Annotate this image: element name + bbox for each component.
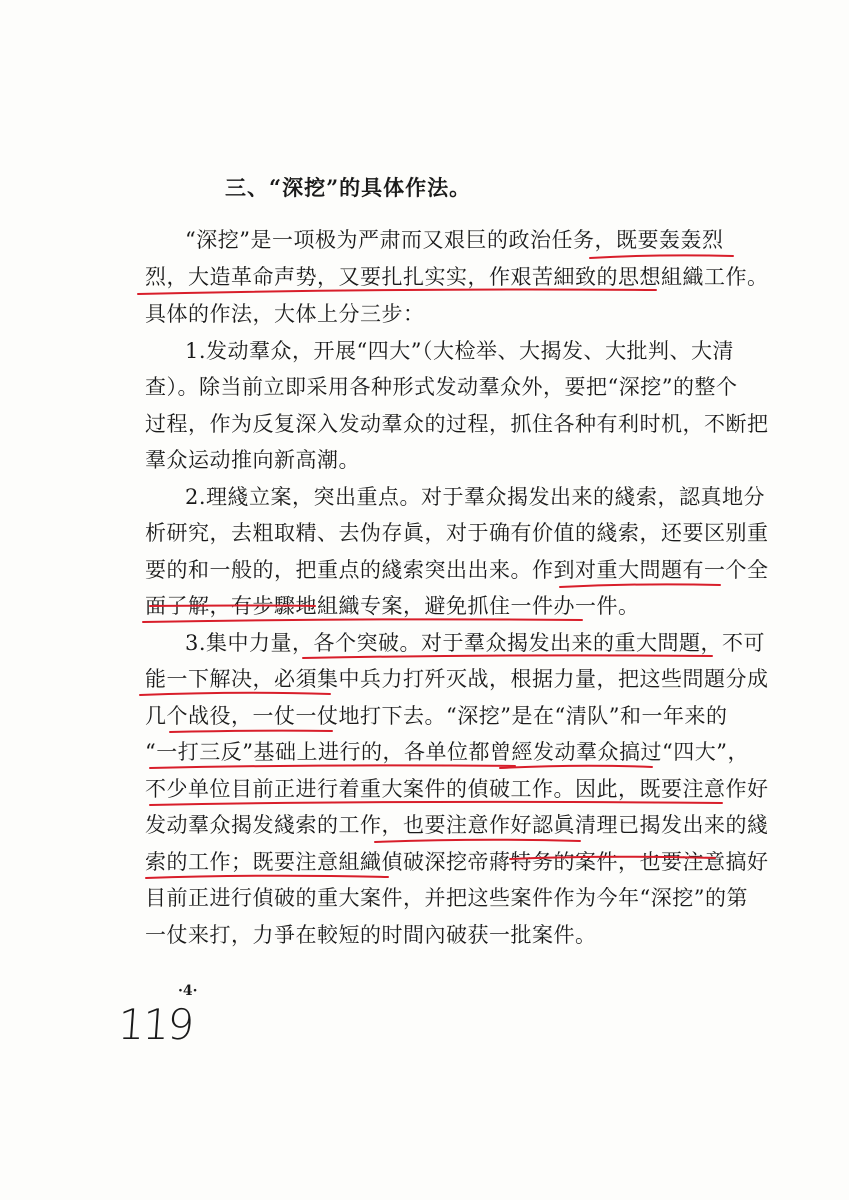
handwritten-number: 119 (116, 1000, 194, 1049)
text-line-7: 羣众运动推向新高潮。 (145, 448, 360, 472)
underline-11 (150, 802, 722, 805)
text-line-18: 索的工作；既要注意組織偵破深挖帝蔣特务的案件，也要注意搞好 (145, 850, 769, 874)
text-line-8: 2.理綫立案，突出重点。对于羣众揭发出来的綫索，認真地分 (185, 485, 766, 509)
underline-4 (143, 619, 582, 622)
underline-8 (170, 731, 332, 732)
text-line-14: 几个战役，一仗一仗地打下去。“深挖”是在“清队”和一年来的 (145, 704, 728, 728)
text-line-1: “深挖”是一项极为严肃而又艰巨的政治任务，既要轰轰烈 (185, 228, 724, 252)
section-heading: 三、“深挖”的具体作法。 (225, 175, 472, 200)
text-line-12: 3.集中力量，各个突破。对于羣众揭发出来的重大問題，不可 (185, 631, 766, 655)
text-line-5: 查）。除当前立即采用各种形式发动羣众外，要把“深挖”的整个 (145, 375, 738, 399)
text-line-10: 要的和一般的，把重点的綫索突出出来。作到对重大問題有一个全 (145, 558, 769, 582)
underline-1 (590, 255, 733, 258)
text-line-11: 面了解，有步驟地組織专案，避免抓住一件办一件。 (145, 594, 640, 618)
text-line-4: 1.发动羣众，开展“四大”（大检举、大揭发、大批判、大清 (185, 339, 735, 363)
text-line-3: 具体的作法，大体上分三步： (145, 302, 425, 326)
text-line-15: “一打三反”基础上进行的，各单位都曾經发动羣众搞过“四大”， (145, 740, 749, 764)
text-line-20: 一仗来打，力爭在較短的时間內破获一批案件。 (145, 923, 597, 947)
text-line-19: 目前正进行偵破的重大案件，并把这些案件作为今年“深挖”的第 (145, 886, 748, 910)
page-number: ·4· (178, 983, 198, 999)
text-line-2: 烈，大造革命声势，又要扎扎实实，作艰苦細致的思想組織工作。 (145, 265, 769, 289)
text-line-6: 过程，作为反复深入发动羣众的过程，抓住各种有利时机，不断把 (145, 412, 769, 436)
underline-10 (500, 766, 652, 768)
underline-7 (140, 693, 330, 695)
text-line-9: 析研究，去粗取精、去伪存眞，对于确有价值的綫索，还要区别重 (145, 521, 769, 545)
text-line-13: 能一下解决，必須集中兵力打歼灭战，根据力量，把这些問題分成 (145, 667, 769, 691)
underline-12 (375, 840, 580, 842)
underline-3 (560, 584, 720, 587)
text-line-16: 不少单位目前正进行着重大案件的偵破工作。因此，既要注意作好 (145, 777, 769, 801)
underline-2 (138, 290, 656, 295)
underline-9 (150, 765, 515, 768)
text-line-17: 发动羣众揭发綫索的工作，也要注意作好認眞清理已揭发出来的綫 (145, 813, 769, 837)
underline-14 (146, 876, 388, 878)
